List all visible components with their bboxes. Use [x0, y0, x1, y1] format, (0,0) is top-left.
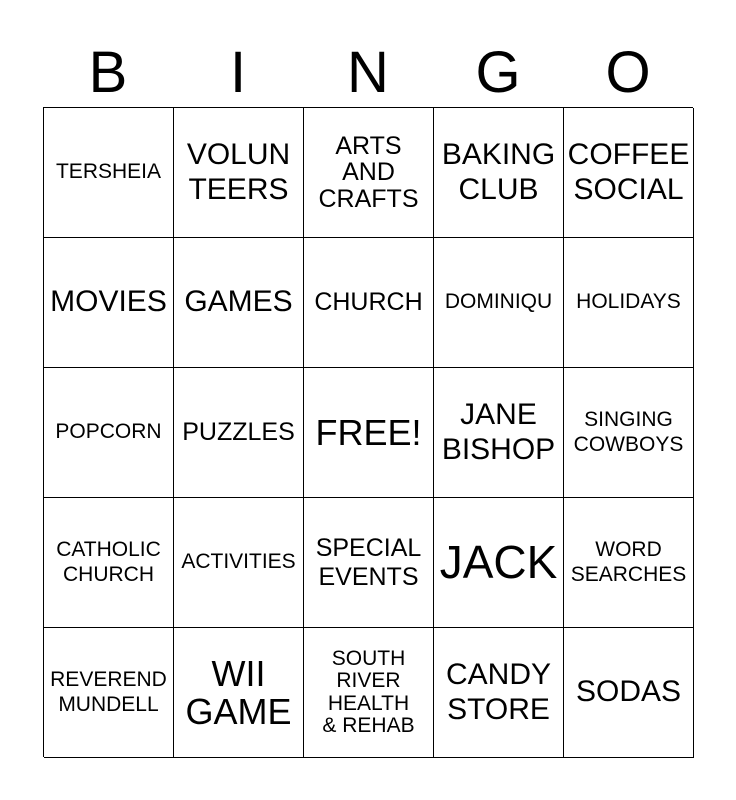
bingo-cell-r4-c2: ACTIVITIES — [174, 498, 304, 628]
bingo-cell-r4-c1: CATHOLIC CHURCH — [44, 498, 174, 628]
bingo-cell-r2-c4: DOMINIQU — [434, 238, 564, 368]
header-letter-b: B — [88, 40, 128, 105]
bingo-cell-r1-c2: VOLUN TEERS — [174, 108, 304, 238]
bingo-cell-r3-c2: PUZZLES — [174, 368, 304, 498]
header-letter-n: N — [347, 40, 389, 105]
bingo-cell-r2-c3: CHURCH — [304, 238, 434, 368]
bingo-cell-r3-c3-free: FREE! — [304, 368, 434, 498]
header-letter-i: I — [229, 40, 247, 105]
bingo-cell-r2-c5: HOLIDAYS — [564, 238, 694, 368]
bingo-cell-r1-c3: ARTS AND CRAFTS — [304, 108, 434, 238]
header-letter-g: G — [475, 40, 521, 105]
bingo-cell-r1-c4: BAKING CLUB — [434, 108, 564, 238]
bingo-cell-r5-c5: SODAS — [564, 628, 694, 758]
bingo-cell-r5-c2: WII GAME — [174, 628, 304, 758]
bingo-cell-r1-c1: TERSHEIA — [44, 108, 174, 238]
bingo-board — [43, 107, 693, 757]
bingo-cell-r3-c4: JANE BISHOP — [434, 368, 564, 498]
header-letter-o: O — [605, 40, 651, 105]
bingo-cell-r1-c5: COFFEE SOCIAL — [564, 108, 694, 238]
bingo-cell-r3-c5: SINGING COWBOYS — [564, 368, 694, 498]
bingo-header — [43, 40, 693, 106]
bingo-cell-r5-c3: SOUTH RIVER HEALTH & REHAB — [304, 628, 434, 758]
bingo-cell-r4-c5: WORD SEARCHES — [564, 498, 694, 628]
bingo-cell-r3-c1: POPCORN — [44, 368, 174, 498]
bingo-cell-r5-c1: REVEREND MUNDELL — [44, 628, 174, 758]
bingo-cell-r2-c1: MOVIES — [44, 238, 174, 368]
bingo-cell-r2-c2: GAMES — [174, 238, 304, 368]
bingo-cell-r4-c4: JACK — [434, 498, 564, 628]
bingo-cell-r5-c4: CANDY STORE — [434, 628, 564, 758]
bingo-cell-r4-c3: SPECIAL EVENTS — [304, 498, 434, 628]
